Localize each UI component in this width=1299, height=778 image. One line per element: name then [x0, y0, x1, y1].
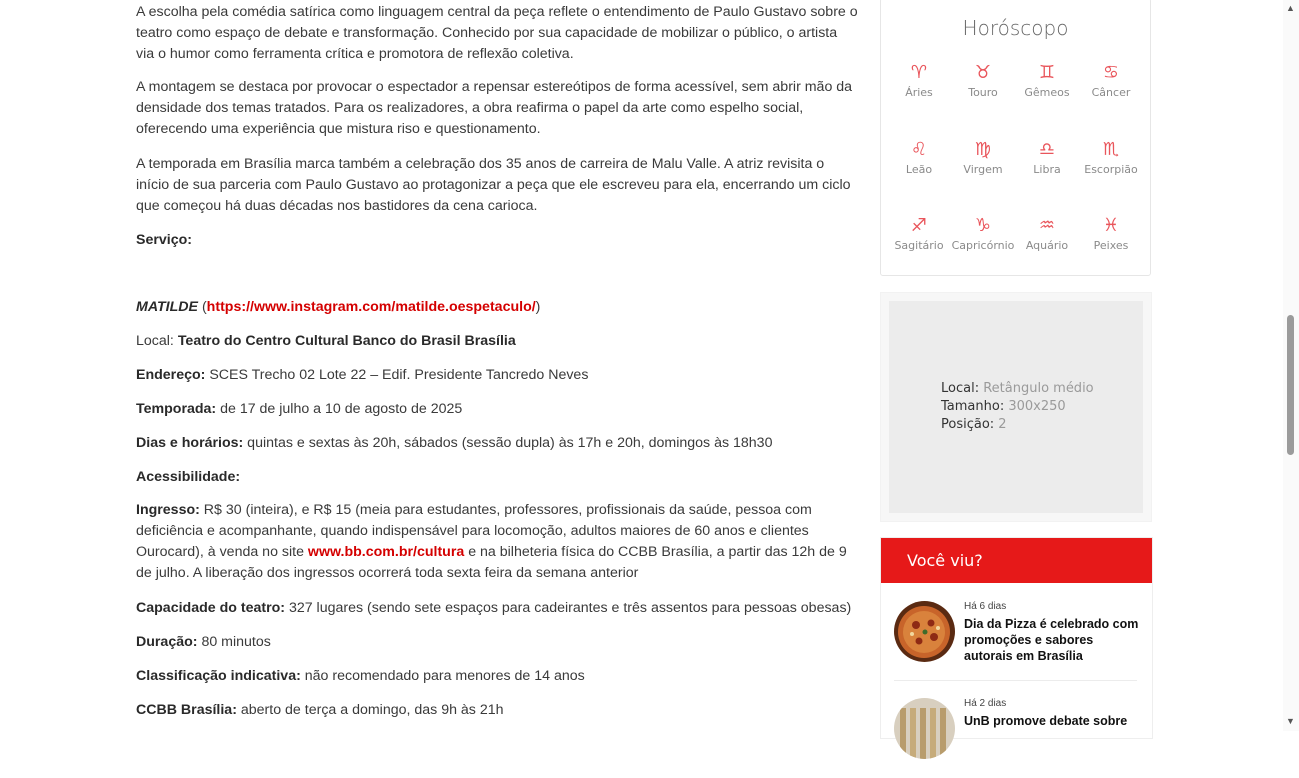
news-time: Há 2 dias	[964, 698, 1007, 709]
dias-label: Dias e horários:	[136, 435, 244, 451]
ad-posicao-row	[941, 416, 1094, 434]
ad-area	[889, 301, 1143, 513]
endereco-value: SCES Trecho 02 Lote 22 – Edif. Presidente Tancredo Neves	[205, 367, 589, 383]
endereco-label: Endereço:	[136, 367, 206, 383]
article-paragraph: A montagem se destaca por provocar o espectador a repensar estereótipos de forma acessível, sem abrir mão da densidade dos temas tratados. Para os realizadores, a obra reafirma o papel da arte como espelho social, oferecendo uma experiência que mistura riso e questionamento.	[136, 79, 853, 137]
ingresso-line	[136, 500, 858, 584]
local-value: Teatro do Centro Cultural Banco do Brasil Brasília	[177, 333, 516, 349]
news-item[interactable]	[894, 601, 1137, 681]
capacidade-line	[136, 598, 858, 619]
cancer-icon: ♋	[1102, 62, 1120, 83]
ad-local-row	[941, 380, 1094, 398]
news-thumbnail-pizza	[894, 601, 955, 662]
ccbb-value: aberto de terça a domingo, das 9h às 21h	[236, 702, 504, 718]
aquarius-icon: ♒	[1038, 215, 1056, 236]
ingresso-label: Ingresso:	[136, 502, 200, 518]
news-time: Há 6 dias	[964, 601, 1007, 612]
pisces-icon: ♓	[1102, 215, 1120, 236]
sign-leo[interactable]	[887, 139, 951, 176]
servico-heading	[136, 230, 858, 251]
dias-value: quintas e sextas às 20h, sábados (sessão dupla) às 17h e 20h, domingos às 18h30	[243, 435, 773, 451]
sign-gemini[interactable]	[1015, 62, 1079, 99]
sign-label: Aquário	[1025, 239, 1069, 252]
sign-scorpio[interactable]	[1079, 139, 1143, 176]
classificacao-line	[136, 666, 858, 687]
temporada-label: Temporada:	[136, 401, 217, 417]
sign-label: Áries	[905, 86, 933, 99]
news-divider	[894, 680, 1137, 681]
news-item[interactable]	[894, 698, 1137, 778]
sign-label: Capricórnio	[951, 239, 1015, 252]
classificacao-value: não recomendado para menores de 14 anos	[300, 668, 585, 684]
sign-label: Escorpião	[1084, 163, 1138, 176]
paren: (	[198, 299, 207, 315]
ad-placeholder	[880, 292, 1152, 522]
ad-info	[941, 380, 1094, 434]
taurus-icon: ♉	[974, 62, 992, 83]
sign-capricorn[interactable]	[951, 215, 1015, 252]
dias-line	[136, 433, 858, 454]
capacidade-value: 327 lugares (sendo sete espaços para cadeirantes e três assentos para pessoas obesas)	[285, 600, 852, 616]
duracao-line	[136, 632, 858, 653]
ccbb-line	[136, 700, 858, 721]
acessibilidade-line	[136, 467, 858, 488]
sign-label: Virgem	[963, 163, 1003, 176]
ad-posicao-value: 2	[994, 417, 1007, 432]
gemini-icon: ♊	[1038, 62, 1056, 83]
scroll-up-icon[interactable]: ▲	[1286, 3, 1295, 13]
libra-icon: ♎	[1038, 139, 1056, 160]
sign-label: Câncer	[1091, 86, 1131, 99]
bb-cultura-link[interactable]: www.bb.com.br/cultura	[307, 544, 465, 560]
news-thumbnail-unb	[894, 698, 955, 759]
instagram-link[interactable]: https://www.instagram.com/matilde.oespetaculo/	[206, 299, 536, 315]
sign-label: Touro	[968, 86, 998, 99]
ad-tamanho-key: Tamanho:	[941, 399, 1005, 414]
ingresso-value: R$ 30 (inteira), e R$ 15 (meia para estudantes, professores, profissionais da saúde, pessoa com deficiência e acompanhante, quando indispensável para locomoção, adultos maiores de 60 anos e clientes Ourocard), à venda no site	[136, 502, 812, 560]
news-title: UnB promove debate sobre	[964, 714, 1128, 728]
sign-libra[interactable]	[1015, 139, 1079, 176]
page-scrollbar[interactable]	[1283, 0, 1299, 731]
capacidade-label: Capacidade do teatro:	[136, 600, 285, 616]
ccbb-label: CCBB Brasília:	[136, 702, 237, 718]
scorpio-icon: ♏	[1102, 139, 1120, 160]
ad-local-value: Retângulo médio	[979, 381, 1094, 396]
ad-tamanho-row	[941, 398, 1094, 416]
sagittarius-icon: ♐	[910, 215, 928, 236]
local-label: Local:	[136, 333, 178, 349]
sign-pisces[interactable]	[1079, 215, 1143, 252]
matilde-line	[136, 297, 858, 318]
temporada-line	[136, 399, 858, 420]
article-paragraph: A temporada em Brasília marca também a celebração dos 35 anos de carreira de Malu Valle. A atriz revisita o início de sua parceria com Paulo Gustavo ao protagonizar a peça que ele escreveu para ela, encerrando um ciclo que começou há duas décadas nos bastidores da cena carioca.	[136, 156, 851, 214]
classificacao-label: Classificação indicativa:	[136, 668, 301, 684]
horoscope-widget	[880, 0, 1151, 276]
ad-tamanho-value: 300x250	[1004, 399, 1066, 414]
sign-virgo[interactable]	[951, 139, 1015, 176]
article-paragraph: A escolha pela comédia satírica como linguagem central da peça reflete o entendimento de Paulo Gustavo sobre o teatro como espaço de debate e transformação. Conhecido por sua capacidade de mobilizar o público, o artista via o humor como ferramenta crítica e promotora de reflexão coletiva.	[136, 4, 858, 62]
capricorn-icon: ♑	[974, 215, 992, 236]
horoscope-title: Horóscopo	[962, 16, 1069, 40]
acessibilidade-label: Acessibilidade:	[136, 469, 241, 485]
paren: )	[535, 299, 541, 315]
duracao-value: 80 minutos	[197, 634, 271, 650]
temporada-value: de 17 de julho a 10 de agosto de 2025	[216, 401, 463, 417]
local-line	[136, 331, 858, 352]
voce-viu-widget	[880, 537, 1153, 739]
leo-icon: ♌	[910, 139, 928, 160]
scroll-thumb[interactable]	[1287, 315, 1294, 455]
sign-sagittarius[interactable]	[887, 215, 951, 252]
sign-aquarius[interactable]	[1015, 215, 1079, 252]
ad-local-key: Local:	[941, 381, 980, 396]
ad-posicao-key: Posição:	[941, 417, 995, 432]
sign-label: Sagitário	[894, 239, 944, 252]
duracao-label: Duração:	[136, 634, 198, 650]
aries-icon: ♈	[910, 62, 928, 83]
ingresso-value-2: e na bilheteria física do CCBB Brasília, a partir das 12h de 9 de julho. A liberação dos ingressos ocorrerá toda sexta feira da semana anterior	[136, 544, 847, 581]
news-title: Dia da Pizza é celebrado com promoções e sabores autorais em Brasília	[964, 617, 1139, 663]
sign-label: Gêmeos	[1024, 86, 1070, 99]
virgo-icon: ♍	[974, 139, 992, 160]
servico-label: Serviço:	[136, 232, 192, 248]
sign-label: Leão	[905, 163, 933, 176]
sign-aries[interactable]	[887, 62, 951, 99]
sign-cancer[interactable]	[1079, 62, 1143, 99]
matilde-title: MATILDE	[136, 299, 198, 315]
endereco-line	[136, 365, 858, 386]
sign-label: Libra	[1033, 163, 1061, 176]
scroll-down-icon[interactable]: ▼	[1286, 716, 1295, 726]
sign-label: Peixes	[1093, 239, 1129, 252]
voce-viu-title: Você viu?	[881, 538, 1152, 583]
sign-taurus[interactable]	[951, 62, 1015, 99]
